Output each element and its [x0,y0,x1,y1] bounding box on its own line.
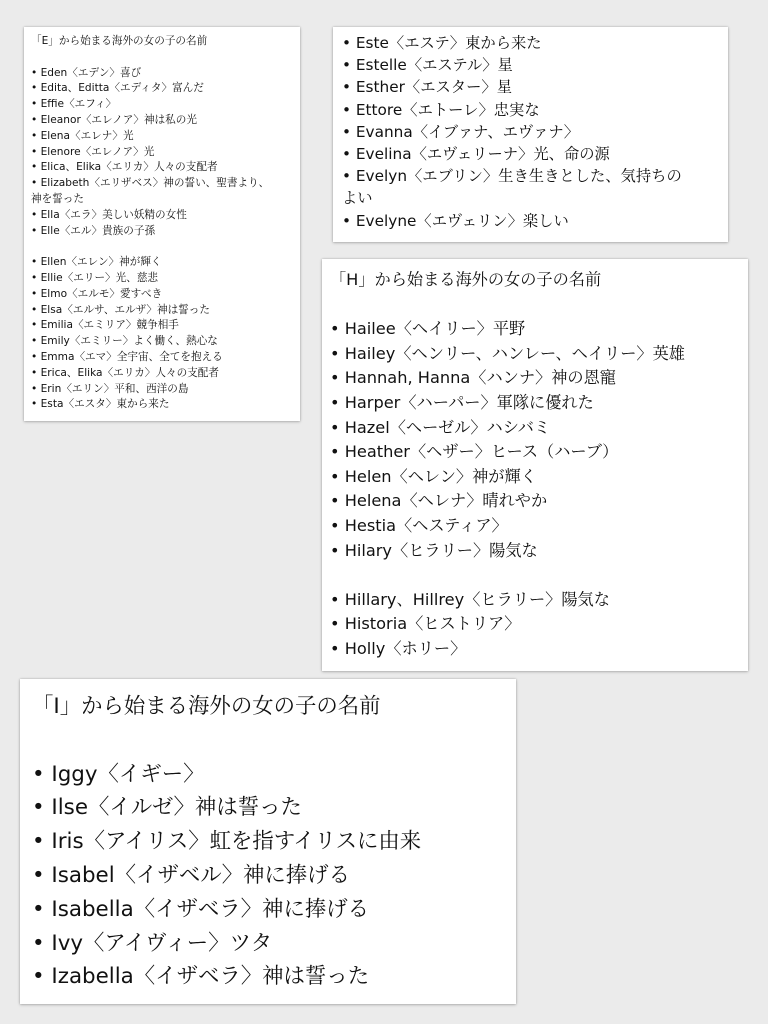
list-gap [31,239,300,255]
list-item: • Erica、Elika〈エリカ〉人々の支配者 [31,366,219,379]
list-item: • Elmo〈エルモ〉愛すべき [31,287,163,300]
list-item: • Ilse〈イルゼ〉神は誓った [32,795,302,821]
card-e-list-2 [31,255,300,413]
list-item: • Eleanor〈エレノア〉神は私の光 [31,113,197,126]
list-item: • Ivy〈アイヴィー〉ツタ [32,930,273,956]
card-h-names [322,259,748,671]
list-item: • Esta〈エスタ〉東から来た [31,398,170,411]
card-h-list-2 [330,588,748,662]
card-e-names-continued [333,27,728,242]
list-item: • Hailey〈ヘンリー、ハンレー、ヘイリー〉英雄 [330,343,685,363]
list-item: • Este〈エステ〉東から来た [342,34,542,52]
list-item: • Ellie〈エリー〉光、慈悲 [31,271,159,284]
list-item: • Evelina〈エヴェリーナ〉光、命の源 [342,145,610,164]
list-item: • Evelyne〈エヴェリン〉楽しい [342,211,569,230]
list-item: • Ellen〈エレン〉神が輝く [31,256,162,269]
list-item: • Izabella〈イザベラ〉神は誓った [32,964,370,990]
list-item-continuation: 神を誓った [31,192,84,205]
list-item: • Hailee〈ヘイリー〉平野 [330,319,526,339]
list-item: • Evelyn〈エブリン〉生き生きとした、気持ちの [342,167,682,186]
list-item: • Harper〈ハーパー〉軍隊に優れた [330,392,594,412]
list-item: • Historia〈ヒストリア〉 [330,614,521,634]
list-item: • Estelle〈エステル〉星 [342,56,513,75]
list-item: • Emily〈エミリー〉よく働く、熱心な [31,335,218,348]
list-item: • Emilia〈エミリア〉競争相手 [31,319,179,332]
list-item: • Isabella〈イザベラ〉神に捧げる [32,896,370,922]
list-item: • Elizabeth〈エリザベス〉神の誓い、聖書より、 [31,177,270,190]
list-item: • Hillary、Hillrey〈ヒラリー〉陽気な [330,589,610,609]
list-item: • Iggy〈イギー〉 [32,761,205,787]
list-item: • Erin〈エリン〉平和、西洋の島 [31,382,189,395]
list-item: • Helena〈ヘレナ〉晴れやか [330,491,548,511]
list-item: • Helen〈ヘレン〉神が輝く [330,466,537,486]
list-item: • Iris〈アイリス〉虹を指すイリスに由来 [32,829,422,855]
list-gap [330,563,748,588]
list-item: • Esther〈エスター〉星 [342,78,512,97]
list-item: • Elsa〈エルサ、エルザ〉神は誓った [31,303,210,316]
list-item: • Emma〈エマ〉全宇宙、全てを抱える [31,350,223,363]
card-e-title: 「E」から始まる海外の女の子の名前 [31,35,208,47]
list-item: • Elle〈エル〉貴族の子孫 [31,224,156,237]
card-h-title: 「H」から始まる海外の女の子の名前 [330,270,602,289]
list-item: • Effie〈エフィ〉 [31,98,117,111]
list-item: • Holly〈ホリー〉 [330,638,467,658]
card-i-names [20,679,516,1004]
list-item: • Evanna〈イブァナ、エヴァナ〉 [342,122,580,141]
list-item: • Hilary〈ヒラリー〉陽気な [330,540,538,560]
list-item: • Hazel〈ヘーゼル〉ハシバミ [330,417,551,437]
list-item: • Hestia〈ヘスティア〉 [330,515,508,535]
list-item-continuation: よい [342,189,373,208]
card-i-list [32,758,516,995]
list-item: • Elenore〈エレノア〉光 [31,145,155,158]
list-item: • Elica、Elika〈エリカ〉人々の支配者 [31,161,218,174]
list-item: • Ella〈エラ〉美しい妖精の女性 [31,208,187,221]
list-item: • Isabel〈イザベル〉神に捧げる [32,862,350,888]
list-item: • Hannah, Hanna〈ハンナ〉神の恩寵 [330,368,616,388]
list-item: • Eden〈エデン〉喜び [31,66,142,79]
card-e-names [24,27,300,421]
card-i-title: 「I」から始まる海外の女の子の名前 [32,694,381,719]
list-item: • Ettore〈エトーレ〉忠実な [342,100,540,119]
list-item: • Edita、Editta〈エディタ〉富んだ [31,82,204,95]
list-item: • Heather〈ヘザー〉ヒース（ハーブ） [330,442,619,462]
card-e-list-1 [31,66,300,240]
list-item: • Elena〈エレナ〉光 [31,129,134,142]
card-h-list-1 [330,317,748,563]
